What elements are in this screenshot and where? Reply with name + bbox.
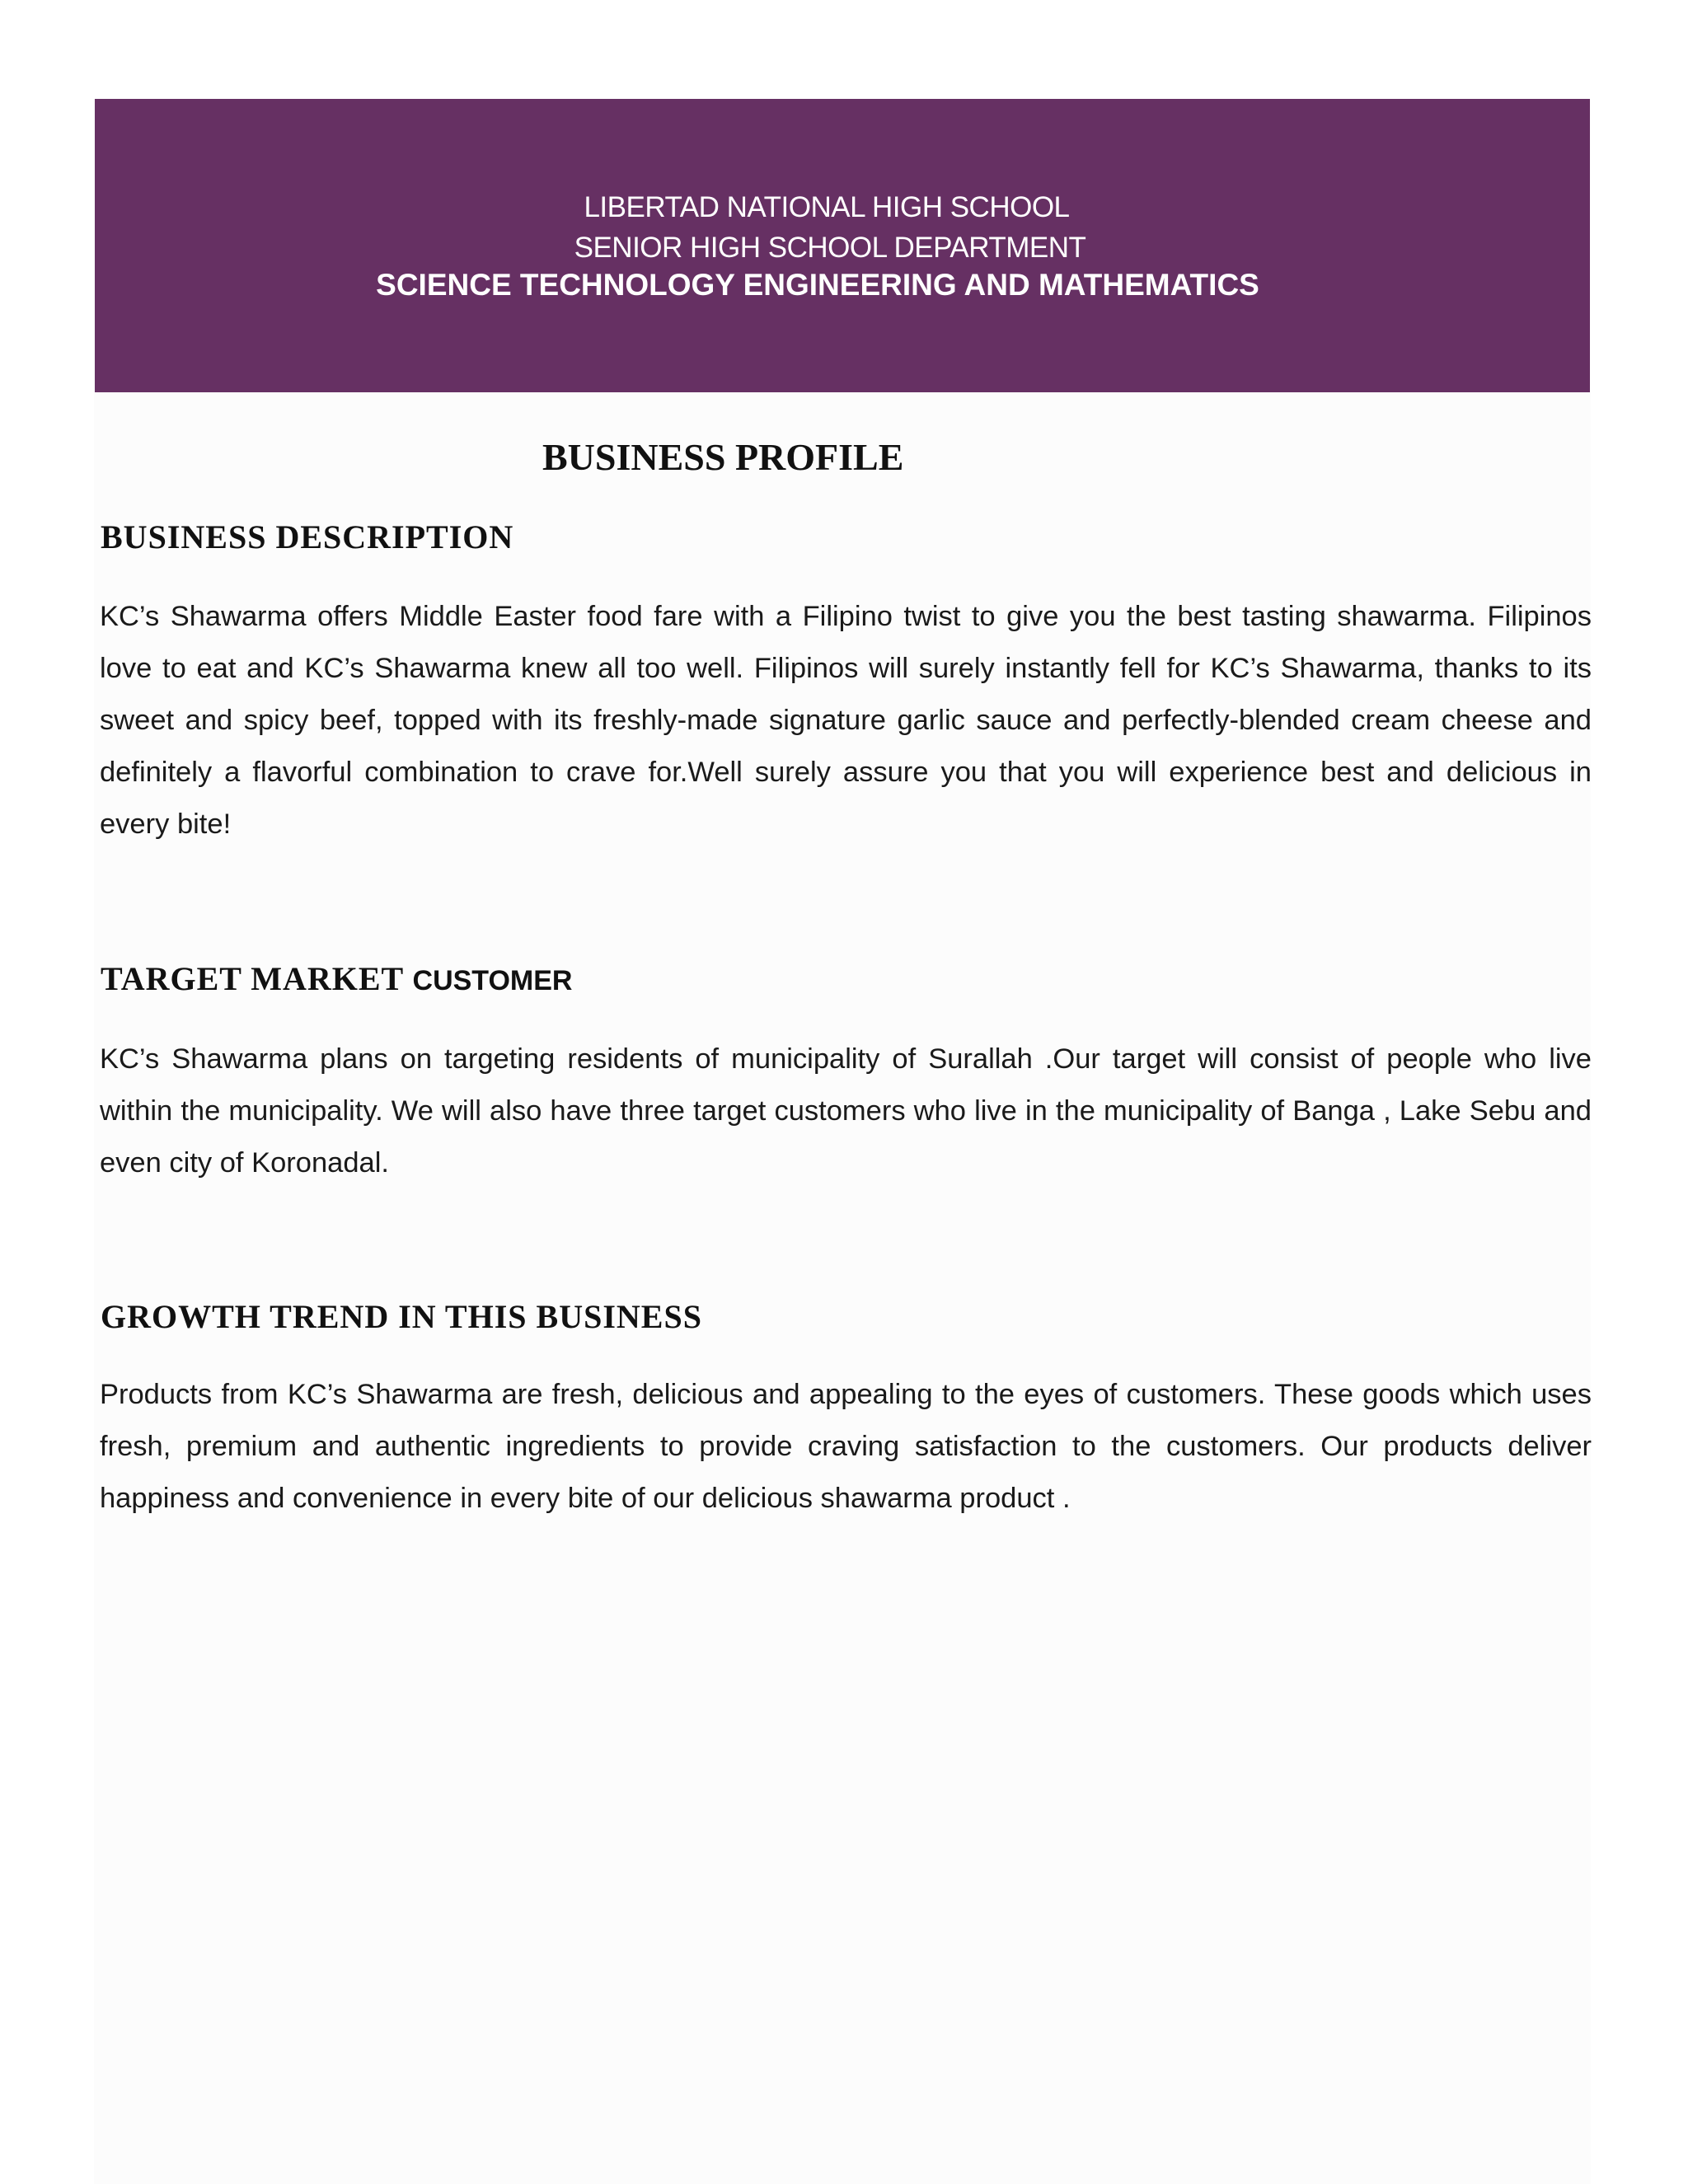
section-heading-growth-trend	[101, 1296, 702, 1338]
page-title: BUSINESS PROFILE	[542, 436, 904, 478]
header-banner	[95, 99, 1590, 392]
section-heading-text: GROWTH TREND IN THIS BUSINESS	[101, 1298, 702, 1335]
section-heading-text: BUSINESS DESCRIPTION	[101, 518, 514, 555]
section-heading-target-market	[101, 958, 572, 1001]
section-heading-suffix: CUSTOMER	[412, 965, 573, 996]
section-heading-text: TARGET MARKET	[101, 960, 404, 997]
school-name: LIBERTAD NATIONAL HIGH SCHOOL	[584, 191, 1070, 223]
department-name: SENIOR HIGH SCHOOL DEPARTMENT	[574, 232, 1086, 264]
business-description-text: KC’s Shawarma offers Middle Easter food fare with a Filipino twist to give you the best tasting shawarma. Filipinos love to eat and KC’s Shawarma knew all too well. Filipinos will surely instantly fell for KC’s Shawarma, thanks to its sweet and spicy beef, topped with its freshly-made signature garlic sauce and perfectly-blended cream cheese and definitely a flavorful combination to crave for.Well surely assure you that you will experience best and delicious in every bite!	[100, 601, 1592, 840]
growth-trend-text: Products from KC’s Shawarma are fresh, delicious and appealing to the eyes of customers. These goods which uses fresh, premium and authentic ingredients to provide craving satisfaction to the customers. Our products deliver happiness and convenience in every bite of our delicious shawarma product .	[100, 1379, 1592, 1514]
section-heading-business-description	[101, 517, 513, 558]
target-market-text: KC’s Shawarma plans on targeting residents of municipality of Surallah .Our target will consist of people who live within the municipality. We will also have three target customers who live in the municipality of Banga , Lake Sebu and even city of Koronadal.	[100, 1043, 1592, 1179]
strand-name: SCIENCE TECHNOLOGY ENGINEERING AND MATHEMATICS	[376, 268, 1259, 302]
